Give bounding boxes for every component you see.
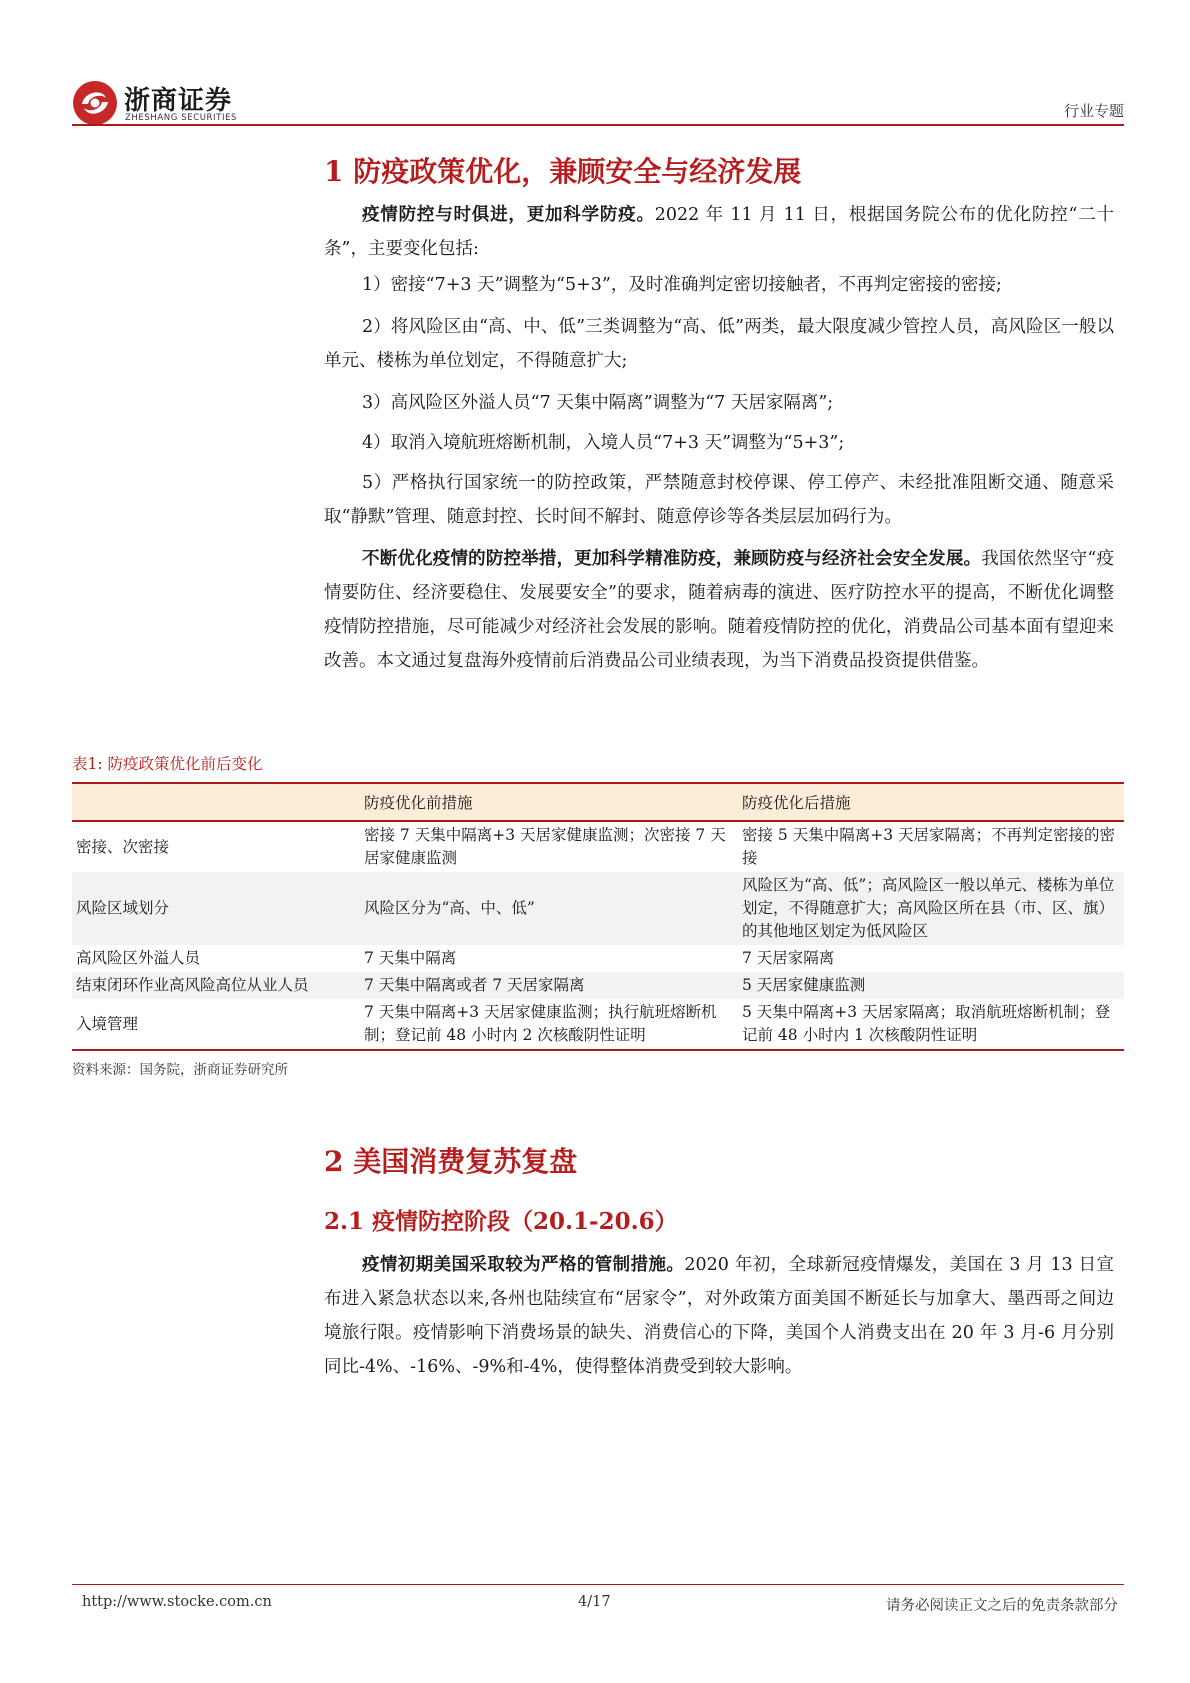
table-source: 资料来源：国务院，浙商证券研究所 bbox=[72, 1062, 288, 1078]
table-header-cell: 防疫优化后措施 bbox=[738, 783, 1124, 821]
table-row bbox=[72, 821, 1124, 872]
section-1-intro bbox=[324, 198, 1114, 266]
section-2-1-paragraph bbox=[324, 1248, 1114, 1384]
table-cell: 密接 5 天集中隔离+3 天居家隔离；不再判定密接的密接 bbox=[742, 826, 1115, 867]
section-2-1-title: 2.1 疫情防控阶段（20.1-20.6） bbox=[324, 1208, 678, 1235]
summary-bold: 不断优化疫情的防控举措，更加科学精准防疫，兼顾防疫与经济社会安全发展。 bbox=[362, 549, 982, 569]
summary-text: 我国依然坚守“疫情要防住、经济要稳住、发展要安全”的要求，随着病毒的演进、医疗防控水平的提高，不断优化调整疫情防控措施，尽可能减少对经济社会发展的影响。随着疫情防控的优化，消费品公司基本面有望迎来改善。本文通过复盘海外疫情前后消费品公司业绩表现，为当下消费品投资提供借鉴。 bbox=[324, 549, 1114, 671]
header-divider bbox=[72, 124, 1124, 126]
table-cell: 5 天居家健康监测 bbox=[738, 972, 1124, 999]
table-cell: 7 天居家隔离 bbox=[742, 949, 835, 967]
policy-item-2: 2）将风险区由“高、中、低”三类调整为“高、低”两类，最大限度减少管控人员，高风险区一般以单元、楼栋为单位划定，不得随意扩大; bbox=[324, 317, 1114, 371]
table-cell: 风险区分为“高、中、低” bbox=[360, 872, 738, 945]
table-cell: 7 天集中隔离+3 天居家健康监测；执行航班熔断机制；登记前 48 小时内 2 次核酸阴性证明 bbox=[360, 999, 738, 1050]
policy-item-5: 5）严格执行国家统一的防控政策，严禁随意封校停课、停工停产、未经批准阻断交通、随意采取“静默”管理、随意封控、长时间不解封、随意停诊等各类层层加码行为。 bbox=[324, 473, 1114, 527]
page-header bbox=[72, 68, 1124, 126]
policy-comparison-table bbox=[72, 782, 1124, 1051]
table-cell: 风险区为“高、低”；高风险区一般以单元、楼栋为单位划定，不得随意扩大；高风险区所在县（市、区、旗）的其他地区划定为低风险区 bbox=[738, 872, 1124, 945]
para-bold: 疫情初期美国采取较为严格的管制措施。 bbox=[362, 1255, 685, 1275]
table-cell: 密接、次密接 bbox=[76, 837, 170, 856]
footer-url[interactable]: http://www.stocke.com.cn bbox=[82, 1594, 272, 1610]
table-header-cell: 防疫优化前措施 bbox=[360, 783, 738, 821]
table-cell: 高风险区外溢人员 bbox=[76, 949, 201, 967]
table-cell: 结束闭环作业高风险高位从业人员 bbox=[72, 972, 360, 999]
page-number: 4/17 bbox=[578, 1594, 611, 1610]
table-caption: 表1: 防疫政策优化前后变化 bbox=[72, 755, 263, 773]
table-row bbox=[72, 872, 1124, 945]
table-cell: 风险区域划分 bbox=[72, 872, 360, 945]
table-row bbox=[72, 945, 1124, 972]
report-type: 行业专题 bbox=[1063, 102, 1124, 120]
brand-name: 浙商证券 bbox=[124, 86, 233, 116]
section-2-title: 2 美国消费复苏复盘 bbox=[324, 1145, 578, 1178]
intro-bold: 疫情防控与时俱进，更加科学防疫。 bbox=[362, 205, 655, 225]
table-cell: 5 天集中隔离+3 天居家隔离；取消航班熔断机制；登记前 48 小时内 1 次核酸阴性证明 bbox=[738, 999, 1124, 1050]
policy-item-4: 4）取消入境航班熔断机制，入境人员“7+3 天”调整为“5+3”; bbox=[362, 433, 845, 453]
para-text: 2020 年初，全球新冠疫情爆发，美国在 3 月 13 日宣布进入紧急状态以来,各州也陆续宣布“居家令”，对外政策方面美国不断延长与加拿大、墨西哥之间边境旅行限。疫情影响下消费场景的缺失、消费信心的下降，美国个人消费支出在 20 年 3 月-6 月分别同比-4%、-16%、-9%和-4%，使得整体消费受到较大影响。 bbox=[324, 1255, 1114, 1377]
section-1-title: 1 防疫政策优化，兼顾安全与经济发展 bbox=[324, 155, 802, 188]
footer-disclaimer: 请务必阅读正文之后的免责条款部分 bbox=[886, 1598, 1118, 1614]
table-cell: 密接 7 天集中隔离+3 天居家健康监测；次密接 7 天居家健康监测 bbox=[364, 826, 726, 867]
intro-text: 2022 年 11 月 11 日，根据国务院公布的优化防控“二十条”，主要变化包括: bbox=[324, 205, 1114, 259]
table-cell: 7 天集中隔离或者 7 天居家隔离 bbox=[360, 972, 738, 999]
table-row bbox=[72, 999, 1124, 1050]
brand-name-en: ZHESHANG SECURITIES bbox=[125, 113, 238, 123]
table-header-row bbox=[72, 783, 1124, 821]
policy-item-3: 3）高风险区外溢人员“7 天集中隔离”调整为“7 天居家隔离”; bbox=[362, 393, 834, 413]
table-row bbox=[72, 972, 1124, 999]
table-header-cell bbox=[72, 783, 360, 821]
section-1-summary bbox=[324, 542, 1114, 678]
zheshang-logo-icon bbox=[72, 80, 118, 126]
policy-item-1: 1）密接“7+3 天”调整为“5+3”，及时准确判定密切接触者，不再判定密接的密接; bbox=[362, 275, 1002, 295]
table-cell: 7 天集中隔离 bbox=[364, 949, 457, 967]
table-cell: 入境管理 bbox=[72, 999, 360, 1050]
footer-divider bbox=[72, 1584, 1124, 1585]
